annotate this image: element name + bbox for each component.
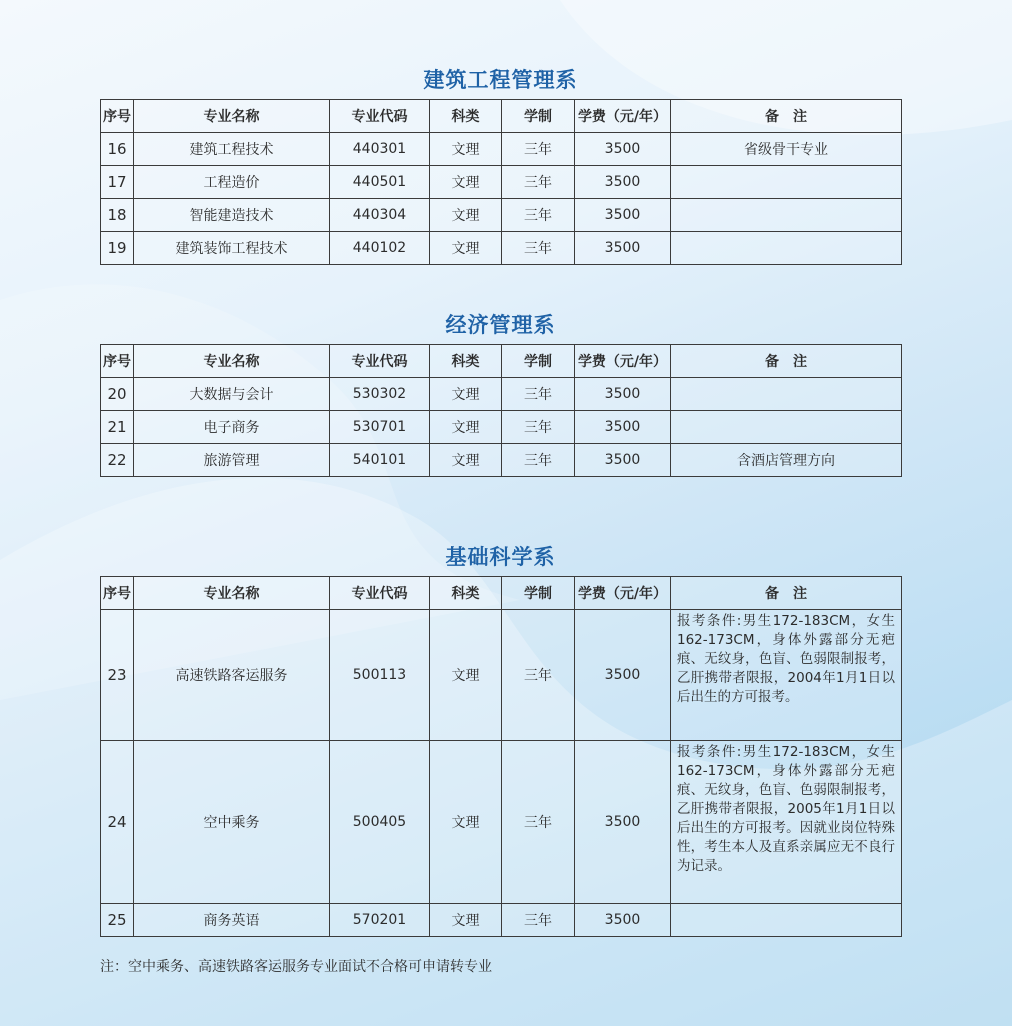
table-row — [101, 133, 902, 166]
cell-fee: 3500 — [575, 378, 671, 411]
cell-name: 智能建造技术 — [134, 199, 330, 232]
header-fee: 学费（元/年） — [575, 100, 671, 133]
cell-duration: 三年 — [502, 444, 575, 477]
cell-fee: 3500 — [575, 444, 671, 477]
cell-fee: 3500 — [575, 232, 671, 265]
table-header-row — [101, 577, 902, 610]
table-row — [101, 444, 902, 477]
header-name: 专业名称 — [134, 577, 330, 610]
cell-seq: 24 — [101, 741, 134, 904]
cell-fee: 3500 — [575, 904, 671, 937]
cell-name: 空中乘务 — [134, 741, 330, 904]
table-header-row — [101, 100, 902, 133]
cell-fee: 3500 — [575, 741, 671, 904]
cell-note — [671, 904, 902, 937]
cell-code: 440304 — [330, 199, 430, 232]
cell-category: 文理 — [430, 411, 502, 444]
table-row — [101, 232, 902, 265]
header-duration: 学制 — [502, 577, 575, 610]
major-table — [100, 576, 902, 937]
header-seq: 序号 — [101, 345, 134, 378]
cell-seq: 23 — [101, 610, 134, 741]
cell-category: 文理 — [430, 904, 502, 937]
header-code: 专业代码 — [330, 100, 430, 133]
table-row — [101, 378, 902, 411]
cell-duration: 三年 — [502, 166, 575, 199]
cell-seq: 21 — [101, 411, 134, 444]
cell-seq: 16 — [101, 133, 134, 166]
cell-seq: 18 — [101, 199, 134, 232]
cell-code: 500405 — [330, 741, 430, 904]
cell-category: 文理 — [430, 444, 502, 477]
cell-fee: 3500 — [575, 411, 671, 444]
section-title: 建筑工程管理系 — [423, 68, 578, 92]
cell-code: 440102 — [330, 232, 430, 265]
table-header-row — [101, 345, 902, 378]
header-seq: 序号 — [101, 577, 134, 610]
section-title: 经济管理系 — [445, 313, 556, 337]
header-code: 专业代码 — [330, 345, 430, 378]
cell-fee: 3500 — [575, 133, 671, 166]
cell-name: 电子商务 — [134, 411, 330, 444]
cell-name: 商务英语 — [134, 904, 330, 937]
cell-code: 440501 — [330, 166, 430, 199]
cell-seq: 22 — [101, 444, 134, 477]
header-category: 科类 — [430, 100, 502, 133]
header-note: 备 注 — [671, 577, 902, 610]
cell-seq: 25 — [101, 904, 134, 937]
cell-name: 工程造价 — [134, 166, 330, 199]
table-row — [101, 166, 902, 199]
header-fee: 学费（元/年） — [575, 345, 671, 378]
footnote: 注：空中乘务、高速铁路客运服务专业面试不合格可申请转专业 — [100, 959, 492, 975]
header-seq: 序号 — [101, 100, 134, 133]
header-category: 科类 — [430, 577, 502, 610]
table-row — [101, 610, 902, 741]
header-fee: 学费（元/年） — [575, 577, 671, 610]
header-name: 专业名称 — [134, 100, 330, 133]
cell-name: 高速铁路客运服务 — [134, 610, 330, 741]
cell-fee: 3500 — [575, 166, 671, 199]
table-row — [101, 741, 902, 904]
cell-note: 报考条件:男生172-183CM，女生162-173CM，身体外露部分无疤痕、无纹身，色盲、色弱限制报考，乙肝携带者限报，2004年1月1日以后出生的方可报考。 — [671, 610, 902, 741]
header-code: 专业代码 — [330, 577, 430, 610]
cell-fee: 3500 — [575, 610, 671, 741]
cell-name: 建筑装饰工程技术 — [134, 232, 330, 265]
cell-category: 文理 — [430, 610, 502, 741]
section-title: 基础科学系 — [445, 545, 556, 569]
cell-note — [671, 199, 902, 232]
cell-duration: 三年 — [502, 741, 575, 904]
cell-note — [671, 411, 902, 444]
cell-fee: 3500 — [575, 199, 671, 232]
table-row — [101, 199, 902, 232]
cell-category: 文理 — [430, 378, 502, 411]
cell-seq: 19 — [101, 232, 134, 265]
cell-note: 省级骨干专业 — [671, 133, 902, 166]
cell-code: 540101 — [330, 444, 430, 477]
cell-code: 440301 — [330, 133, 430, 166]
cell-duration: 三年 — [502, 904, 575, 937]
cell-duration: 三年 — [502, 199, 575, 232]
header-category: 科类 — [430, 345, 502, 378]
table-row — [101, 904, 902, 937]
cell-category: 文理 — [430, 133, 502, 166]
cell-note: 含酒店管理方向 — [671, 444, 902, 477]
header-name: 专业名称 — [134, 345, 330, 378]
cell-category: 文理 — [430, 741, 502, 904]
header-duration: 学制 — [502, 100, 575, 133]
header-note: 备 注 — [671, 100, 902, 133]
cell-name: 大数据与会计 — [134, 378, 330, 411]
major-table — [100, 344, 902, 477]
cell-seq: 17 — [101, 166, 134, 199]
cell-note — [671, 166, 902, 199]
cell-category: 文理 — [430, 232, 502, 265]
cell-code: 530302 — [330, 378, 430, 411]
major-table — [100, 99, 902, 265]
cell-name: 旅游管理 — [134, 444, 330, 477]
cell-code: 500113 — [330, 610, 430, 741]
cell-note: 报考条件:男生172-183CM，女生162-173CM，身体外露部分无疤痕、无纹身，色盲、色弱限制报考，乙肝携带者限报，2005年1月1日以后出生的方可报考。因就业岗位特殊性，考生本人及直系亲属应无不良行为记录。 — [671, 741, 902, 904]
cell-name: 建筑工程技术 — [134, 133, 330, 166]
table-row — [101, 411, 902, 444]
cell-category: 文理 — [430, 199, 502, 232]
cell-duration: 三年 — [502, 411, 575, 444]
cell-code: 530701 — [330, 411, 430, 444]
cell-duration: 三年 — [502, 378, 575, 411]
header-note: 备 注 — [671, 345, 902, 378]
cell-duration: 三年 — [502, 610, 575, 741]
cell-duration: 三年 — [502, 133, 575, 166]
cell-note — [671, 232, 902, 265]
cell-seq: 20 — [101, 378, 134, 411]
cell-category: 文理 — [430, 166, 502, 199]
cell-duration: 三年 — [502, 232, 575, 265]
cell-note — [671, 378, 902, 411]
header-duration: 学制 — [502, 345, 575, 378]
cell-code: 570201 — [330, 904, 430, 937]
